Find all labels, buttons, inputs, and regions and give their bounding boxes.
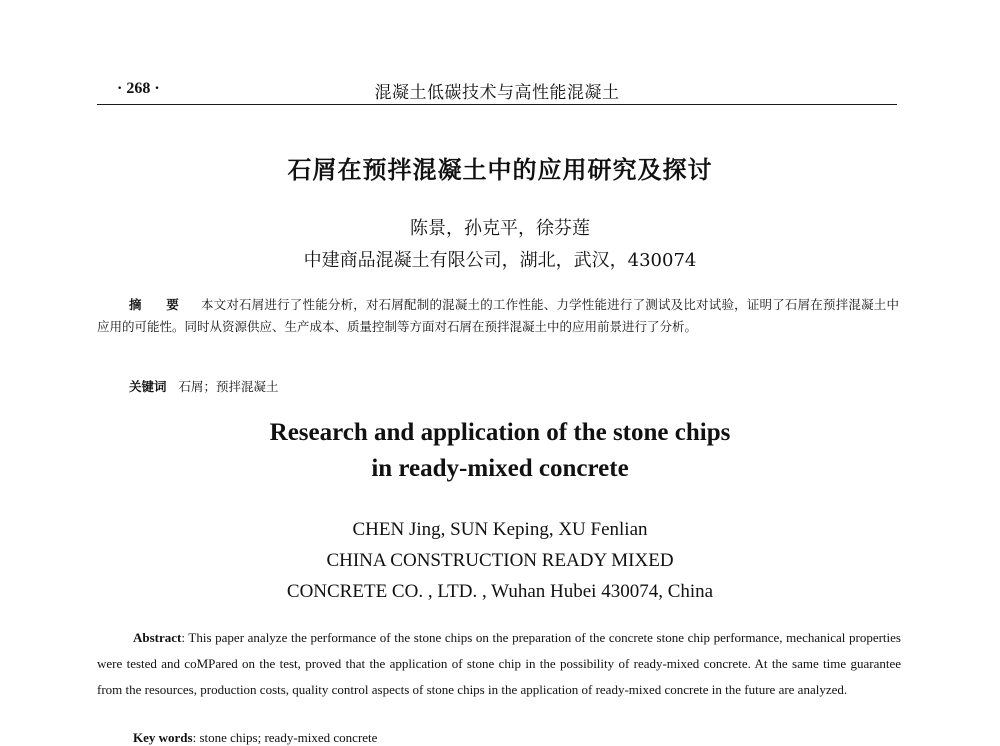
chinese-abstract-text: 本文对石屑进行了性能分析，对石屑配制的混凝土的工作性能、力学性能进行了测试及比对试验，证明了石屑在预拌混凝土中应用的可能性。同时从资源供应、生产成本、质量控制等方面对石屑在预拌混凝土中的应用前景进行了分析。 [97,297,899,334]
chinese-authors: 陈景，孙克平，徐芬莲 [410,218,590,239]
english-abstract-text: This paper analyze the performance of the stone chips on the preparation of the concrete stone chip performance, mechanical properties were tested and coMPared on the test, proved that the application of stone chip in the possibility of ready-mixed concrete. At the same time guarantee from the resources, production costs, quality control aspects of stone chips in the application of ready-mixed concrete in the future are analyzed. [97,630,901,697]
chinese-keywords [129,377,279,395]
page-number: · 268 · [117,80,160,97]
chinese-abstract [97,294,899,337]
english-authors: CHEN Jing, SUN Keping, XU Fenlian [352,519,648,540]
journal-title: 混凝土低碳技术与高性能混凝土 [374,83,620,103]
english-keywords-text: stone chips; ready-mixed concrete [199,730,378,745]
english-keywords-colon: : [192,730,200,745]
english-title [0,415,1000,487]
english-title-line-2: in ready-mixed concrete [371,455,629,482]
english-keywords-label: Key words [133,730,193,745]
chinese-title: 石屑在预拌混凝土中的应用研究及探讨 [287,155,713,184]
english-keywords [133,730,377,746]
english-abstract-label: Abstract [133,630,182,645]
running-header [97,76,897,105]
chinese-keywords-label: 关键词 [129,379,167,394]
english-affiliation-line-1: CHINA CONSTRUCTION READY MIXED [326,550,674,571]
english-abstract [97,625,901,703]
chinese-keywords-text: 石屑；预拌混凝土 [178,379,279,394]
english-abstract-colon: : [181,630,189,645]
english-affiliation-line-2: CONCRETE CO. , LTD. , Wuhan Hubei 430074, China [286,581,714,602]
chinese-abstract-label: 摘 要 [129,297,189,312]
chinese-affiliation: 中建商品混凝土有限公司，湖北，武汉，430074 [303,250,697,271]
english-title-line-1: Research and application of the stone chips [269,419,731,446]
